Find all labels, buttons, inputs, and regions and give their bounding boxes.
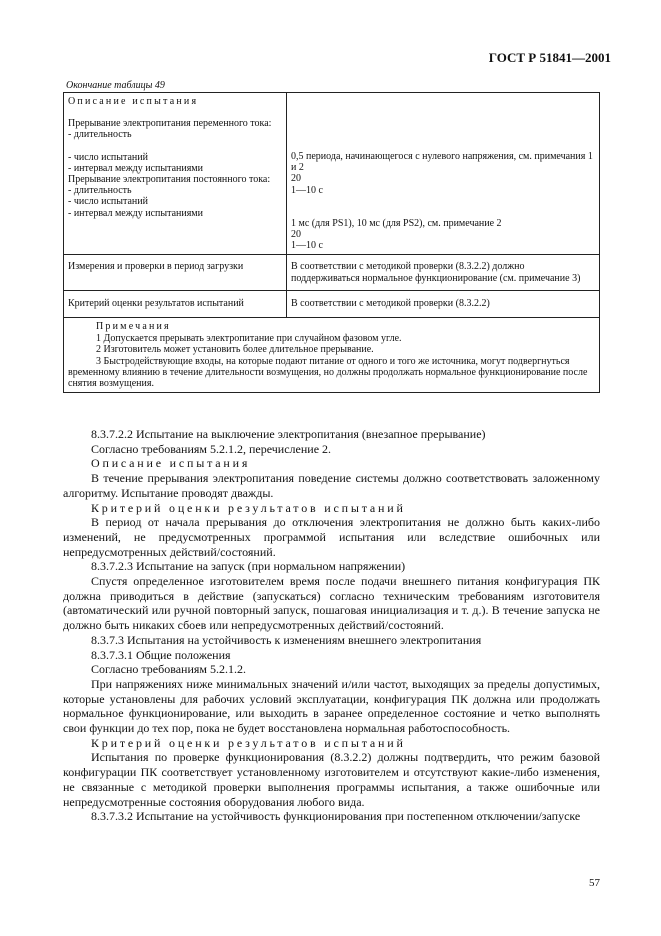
- cell-heading: Описание испытания: [68, 96, 199, 107]
- paragraph: 8.3.7.3.1 Общие положения: [91, 647, 231, 662]
- paragraph: 8.3.7.3.2 Испытание на устойчивость функционирования при постепенном отключении/запуске: [91, 809, 581, 824]
- paragraph: В течение прерывания электропитания поведение системы должно соответствовать заложенному алгоритму. Испытание проводят дважды.: [63, 471, 600, 500]
- cell-line: 0,5 периода, начинающегося с нулевого напряжения, см. примечания 1 и 2: [291, 151, 593, 174]
- table-cell: В соответствии с методикой проверки (8.3.2.2): [287, 290, 600, 317]
- table-row: [64, 255, 600, 290]
- table-cell-test-description: [64, 93, 287, 255]
- table-cell: В соответствии с методикой проверки (8.3.2.2) должно поддерживаться нормальное функционирование (см. примечание 3): [287, 255, 600, 290]
- cell-line: - длительность: [68, 185, 132, 197]
- cell-line: - длительность: [68, 129, 132, 141]
- cell-line: - число испытаний: [68, 196, 148, 208]
- cell-line: 20: [291, 173, 301, 185]
- table-49: [63, 92, 600, 393]
- table-row: [64, 93, 600, 255]
- table-cell-values: [287, 93, 600, 255]
- cell-line: 1—10 с: [291, 184, 323, 196]
- section-heading: Критерий оценки результатов испытаний: [91, 735, 406, 750]
- body-text: [63, 427, 600, 824]
- table-cell: Измерения и проверки в период загрузки: [64, 255, 287, 290]
- cell-line: - число испытаний: [68, 151, 148, 163]
- paragraph: 8.3.7.3 Испытания на устойчивость к изменениям внешнего электропитания: [91, 632, 482, 647]
- cell-line: 1 мс (для PS1), 10 мс (для PS2), см. примечание 2: [291, 217, 502, 229]
- table-row: [64, 290, 600, 317]
- section-heading: Описание испытания: [91, 456, 251, 471]
- cell-line: - интервал между испытаниями: [68, 162, 203, 174]
- table-row-notes: [64, 318, 600, 393]
- table-notes: [64, 318, 600, 393]
- paragraph: При напряжениях ниже минимальных значений и/или частот, выходящих за пределы допустимых, которые установлены для рабочих условий эксплуатации, конфигурация ПК должна или продолжать нормальное функционирование, или выходить в заранее определенное состояние и четко выполнять свои функции до тех пор, пока не будет восстановлена нормальная работоспособность.: [63, 676, 600, 736]
- paragraph: Согласно требованиям 5.2.1.2, перечисление 2.: [91, 441, 332, 456]
- note-1: 1 Допускается прерывать электропитание при случайном фазовом угле.: [96, 333, 402, 345]
- paragraph: 8.3.7.2.2 Испытание на выключение электропитания (внезапное прерывание): [91, 427, 486, 441]
- cell-line: Прерывание электропитания постоянного тока:: [68, 174, 271, 186]
- table-cell: Критерий оценки результатов испытаний: [64, 290, 287, 317]
- paragraph: В период от начала прерывания до отключения электропитания не должно быть каких-либо изменений, не предусмотренных программой испытания или вследствие ошибочных или непредусмотренных действий/состояний.: [63, 515, 600, 559]
- notes-title: Примечания: [96, 321, 171, 333]
- cell-line: 1—10 с: [291, 240, 323, 252]
- paragraph: Испытания по проверке функционирования (8.3.2.2) должны подтвердить, что режим базовой конфигурации ПК соответствует установленному изготовителем и отсутствуют какие-либо изменения, не связанные с методикой проверки выполнения программы испытания, а также ошибочные или непредусмотренные состояния оборудования любого вида.: [63, 750, 600, 809]
- cell-line: - интервал между испытаниями: [68, 207, 203, 219]
- cell-line: 20: [291, 229, 301, 241]
- paragraph: Спустя определенное изготовителем время после подачи внешнего питания конфигурация ПК должна приводиться в действие (запускаться) согласно техническим требованиям изготовителя (автоматический или ручной повторный запуск, пошаговая инициализация и т. д.). В течение запуска не должно быть никаких сбоев или непредусмотренных действий/состояний.: [63, 574, 600, 633]
- paragraph: Согласно требованиям 5.2.1.2.: [91, 662, 246, 677]
- page-number: 57: [589, 877, 600, 889]
- note-3: 3 Быстродействующие входы, на которые подают питание от одного и того же источника, могут подвергнуться временному влиянию в течение длительности возмущения, но должны продолжать нормальное функционирование после снятия возмущения.: [68, 355, 588, 390]
- section-heading: Критерий оценки результатов испытаний: [91, 500, 406, 515]
- table-caption: Окончание таблицы 49: [66, 80, 165, 91]
- paragraph: 8.3.7.2.3 Испытание на запуск (при нормальном напряжении): [91, 559, 406, 574]
- cell-line: Прерывание электропитания переменного тока:: [68, 118, 272, 130]
- document-header: ГОСТ Р 51841—2001: [488, 50, 611, 65]
- note-2: 2 Изготовитель может установить более длительное прерывание.: [96, 344, 374, 356]
